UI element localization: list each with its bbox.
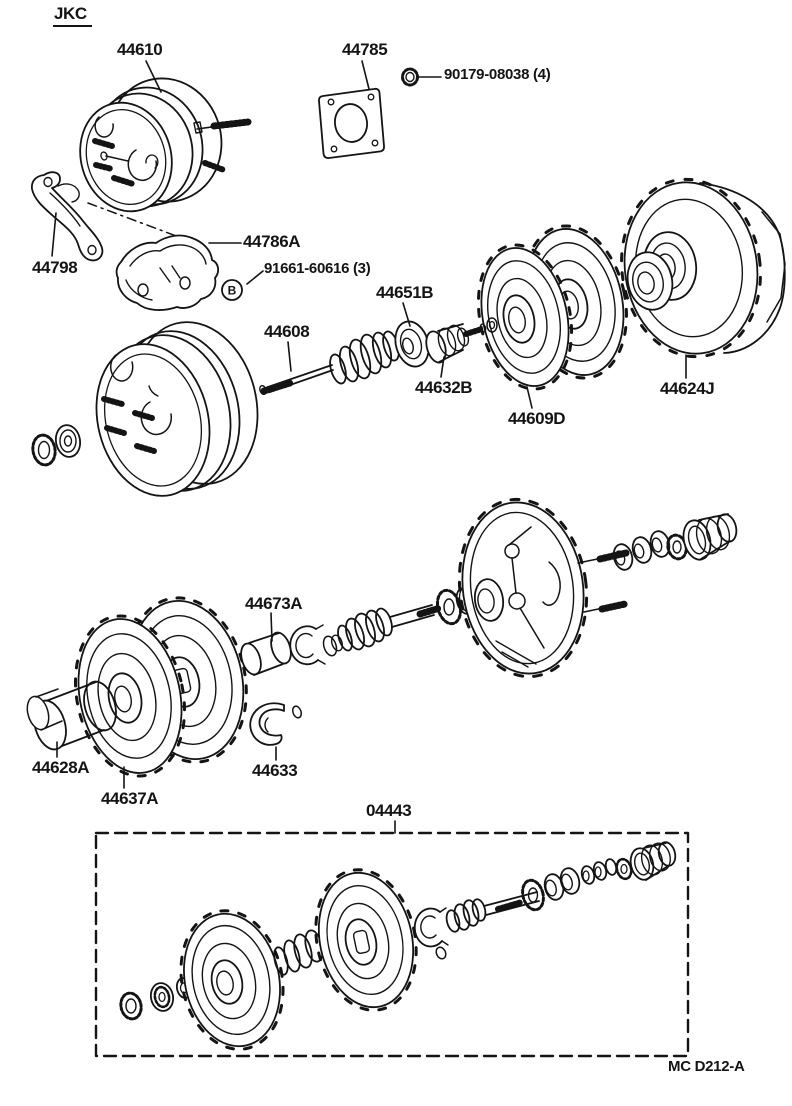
- booster-44610-drawing: [68, 65, 249, 222]
- kit-contents-drawing: [119, 840, 678, 1058]
- reaction-plate-drawing: [448, 491, 626, 685]
- bracket-44786a-drawing: [117, 236, 219, 311]
- bolt-b-marker: [222, 280, 242, 300]
- leader-44798: [52, 213, 56, 256]
- part-label-44785: 44785: [342, 40, 388, 59]
- part-label-44610: 44610: [117, 40, 163, 59]
- part-label-44637a: 44637A: [101, 789, 159, 808]
- leader-44673a: [271, 613, 272, 641]
- leader-44608: [288, 342, 291, 371]
- clip-44633-drawing: [250, 703, 303, 745]
- leader-91661: [247, 271, 263, 284]
- part-label-44609d: 44609D: [508, 409, 566, 428]
- part-label-44608: 44608: [264, 322, 310, 341]
- part-label-44624j: 44624J: [660, 379, 715, 398]
- seals-boot-drawing: [611, 512, 739, 572]
- spacer-44673a-drawing: [237, 625, 325, 677]
- leader-44609d: [527, 387, 532, 408]
- pushrod-44608-drawing: [259, 365, 333, 395]
- diaphragm-44637a-drawing: [61, 587, 261, 786]
- nut-90179-drawing: [403, 69, 418, 85]
- leader-44785: [362, 61, 369, 89]
- booster-44608-drawing: [31, 309, 274, 508]
- part-label-44651b: 44651B: [376, 283, 434, 302]
- bolt-marker-letter: B: [227, 283, 237, 298]
- part-label-44798: 44798: [32, 258, 78, 277]
- part-label-90179-08038: 90179-08038 (4): [444, 66, 551, 83]
- part-label-44673a: 44673A: [245, 594, 303, 613]
- drawing-code: MC D212-A: [668, 1058, 745, 1075]
- boot-44651b-drawing: [327, 317, 434, 385]
- part-label-44786a: 44786A: [243, 232, 301, 251]
- plates-44609d-drawing: [466, 216, 640, 397]
- part-label-44628a: 44628A: [32, 758, 90, 777]
- gasket-44785-drawing: [319, 89, 384, 158]
- part-label-44633: 44633: [252, 761, 298, 780]
- part-label-91661-60616: 91661-60616 (3): [264, 260, 371, 277]
- part-label-44632b: 44632B: [415, 378, 473, 397]
- part-label-04443: 04443: [366, 801, 412, 820]
- page-corner-code: JKC: [53, 5, 92, 27]
